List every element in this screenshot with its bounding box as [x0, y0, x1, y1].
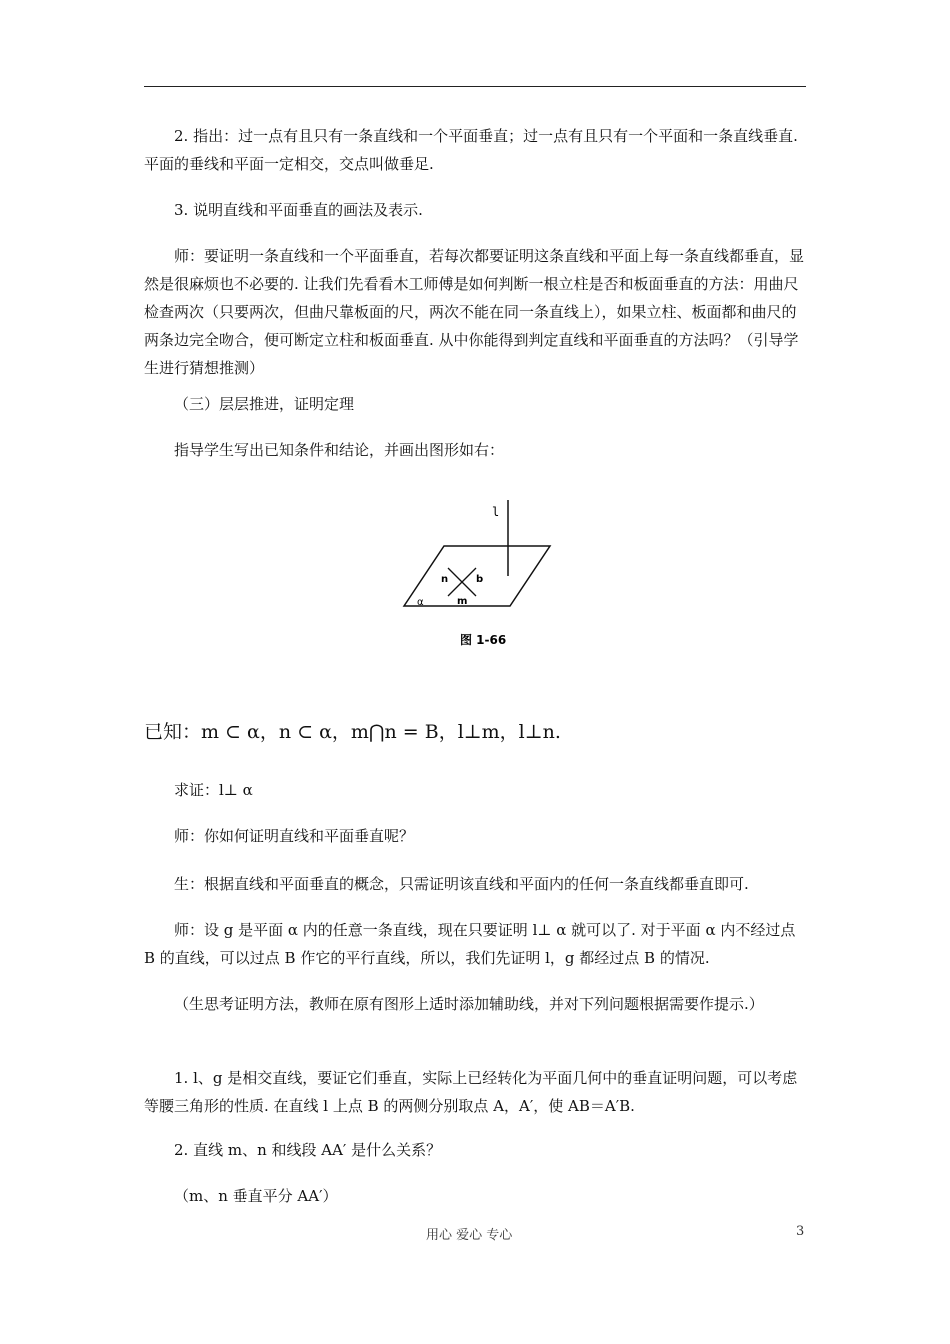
- label-b: b: [476, 574, 484, 585]
- plane-perpendicular-diagram: [400, 492, 560, 652]
- given-conditions: 已知：m ⊂ α，n ⊂ α，m⋂n = B，l⊥m，l⊥n.: [144, 721, 561, 743]
- header-rule: [144, 86, 806, 87]
- figure-1-66: [400, 492, 560, 652]
- paragraph-teacher-intro: 师：要证明一条直线和一个平面垂直，若每次都要证明这条直线和平面上每一条直线都垂直，显然是很麻烦也不必要的. 让我们先看看木工师傅是如何判断一根立柱是否和板面垂直的方法：用曲尺检查两次（只要两次，但曲尺靠板面的尺，两次不能在同一条直线上），如果立柱、板面都和曲尺的两条边完全吻合，便可断定立柱和板面垂直. 从中你能得到判定直线和平面垂直的方法吗？（引导学生进行猜想推测）: [144, 247, 805, 377]
- section-heading-3: （三）层层推进，证明定理: [174, 395, 355, 413]
- label-alpha: α: [417, 597, 424, 608]
- paragraph-point-2: 2. 指出：过一点有且只有一条直线和一个平面垂直；过一点有且只有一个平面和一条直线垂直. 平面的垂线和平面一定相交，交点叫做垂足.: [144, 127, 798, 173]
- student-answer: 生：根据直线和平面垂直的概念，只需证明该直线和平面内的任何一条直线都垂直即可.: [174, 875, 749, 893]
- label-n: n: [441, 574, 449, 585]
- student-thinking-note: （生思考证明方法，教师在原有图形上适时添加辅助线，并对下列问题根据需要作提示.）: [174, 995, 764, 1013]
- teacher-explanation: 师：设 g 是平面 α 内的任意一条直线，现在只要证明 l⊥ α 就可以了. 对于平面 α 内不经过点 B 的直线，可以过点 B 作它的平行直线，所以，我们先证明 l，g 都经过点 B 的情况.: [144, 921, 796, 967]
- paragraph-instruction: 指导学生写出已知条件和结论，并画出图形如右：: [174, 441, 505, 459]
- question-1: 1. l、g 是相交直线，要证它们垂直，实际上已经转化为平面几何中的垂直证明问题，可以考虑等腰三角形的性质. 在直线 l 上点 B 的两侧分别取点 A，A′，使 AB＝A′B.: [144, 1069, 798, 1115]
- question-2: 2. 直线 m、n 和线段 AA′ 是什么关系？: [174, 1141, 442, 1159]
- label-m: m: [457, 596, 468, 607]
- to-prove: 求证：l⊥ α: [174, 781, 253, 799]
- page-number: 3: [796, 1224, 805, 1239]
- teacher-question: 师：你如何证明直线和平面垂直呢？: [174, 827, 415, 845]
- figure-caption: 图 1-66: [460, 633, 507, 647]
- footer-motto: 用心 爱心 专心: [426, 1228, 513, 1243]
- paragraph-point-3: 3. 说明直线和平面垂直的画法及表示.: [174, 201, 423, 219]
- answer-2: （m、n 垂直平分 AA′）: [174, 1187, 338, 1205]
- label-l: l: [492, 505, 500, 519]
